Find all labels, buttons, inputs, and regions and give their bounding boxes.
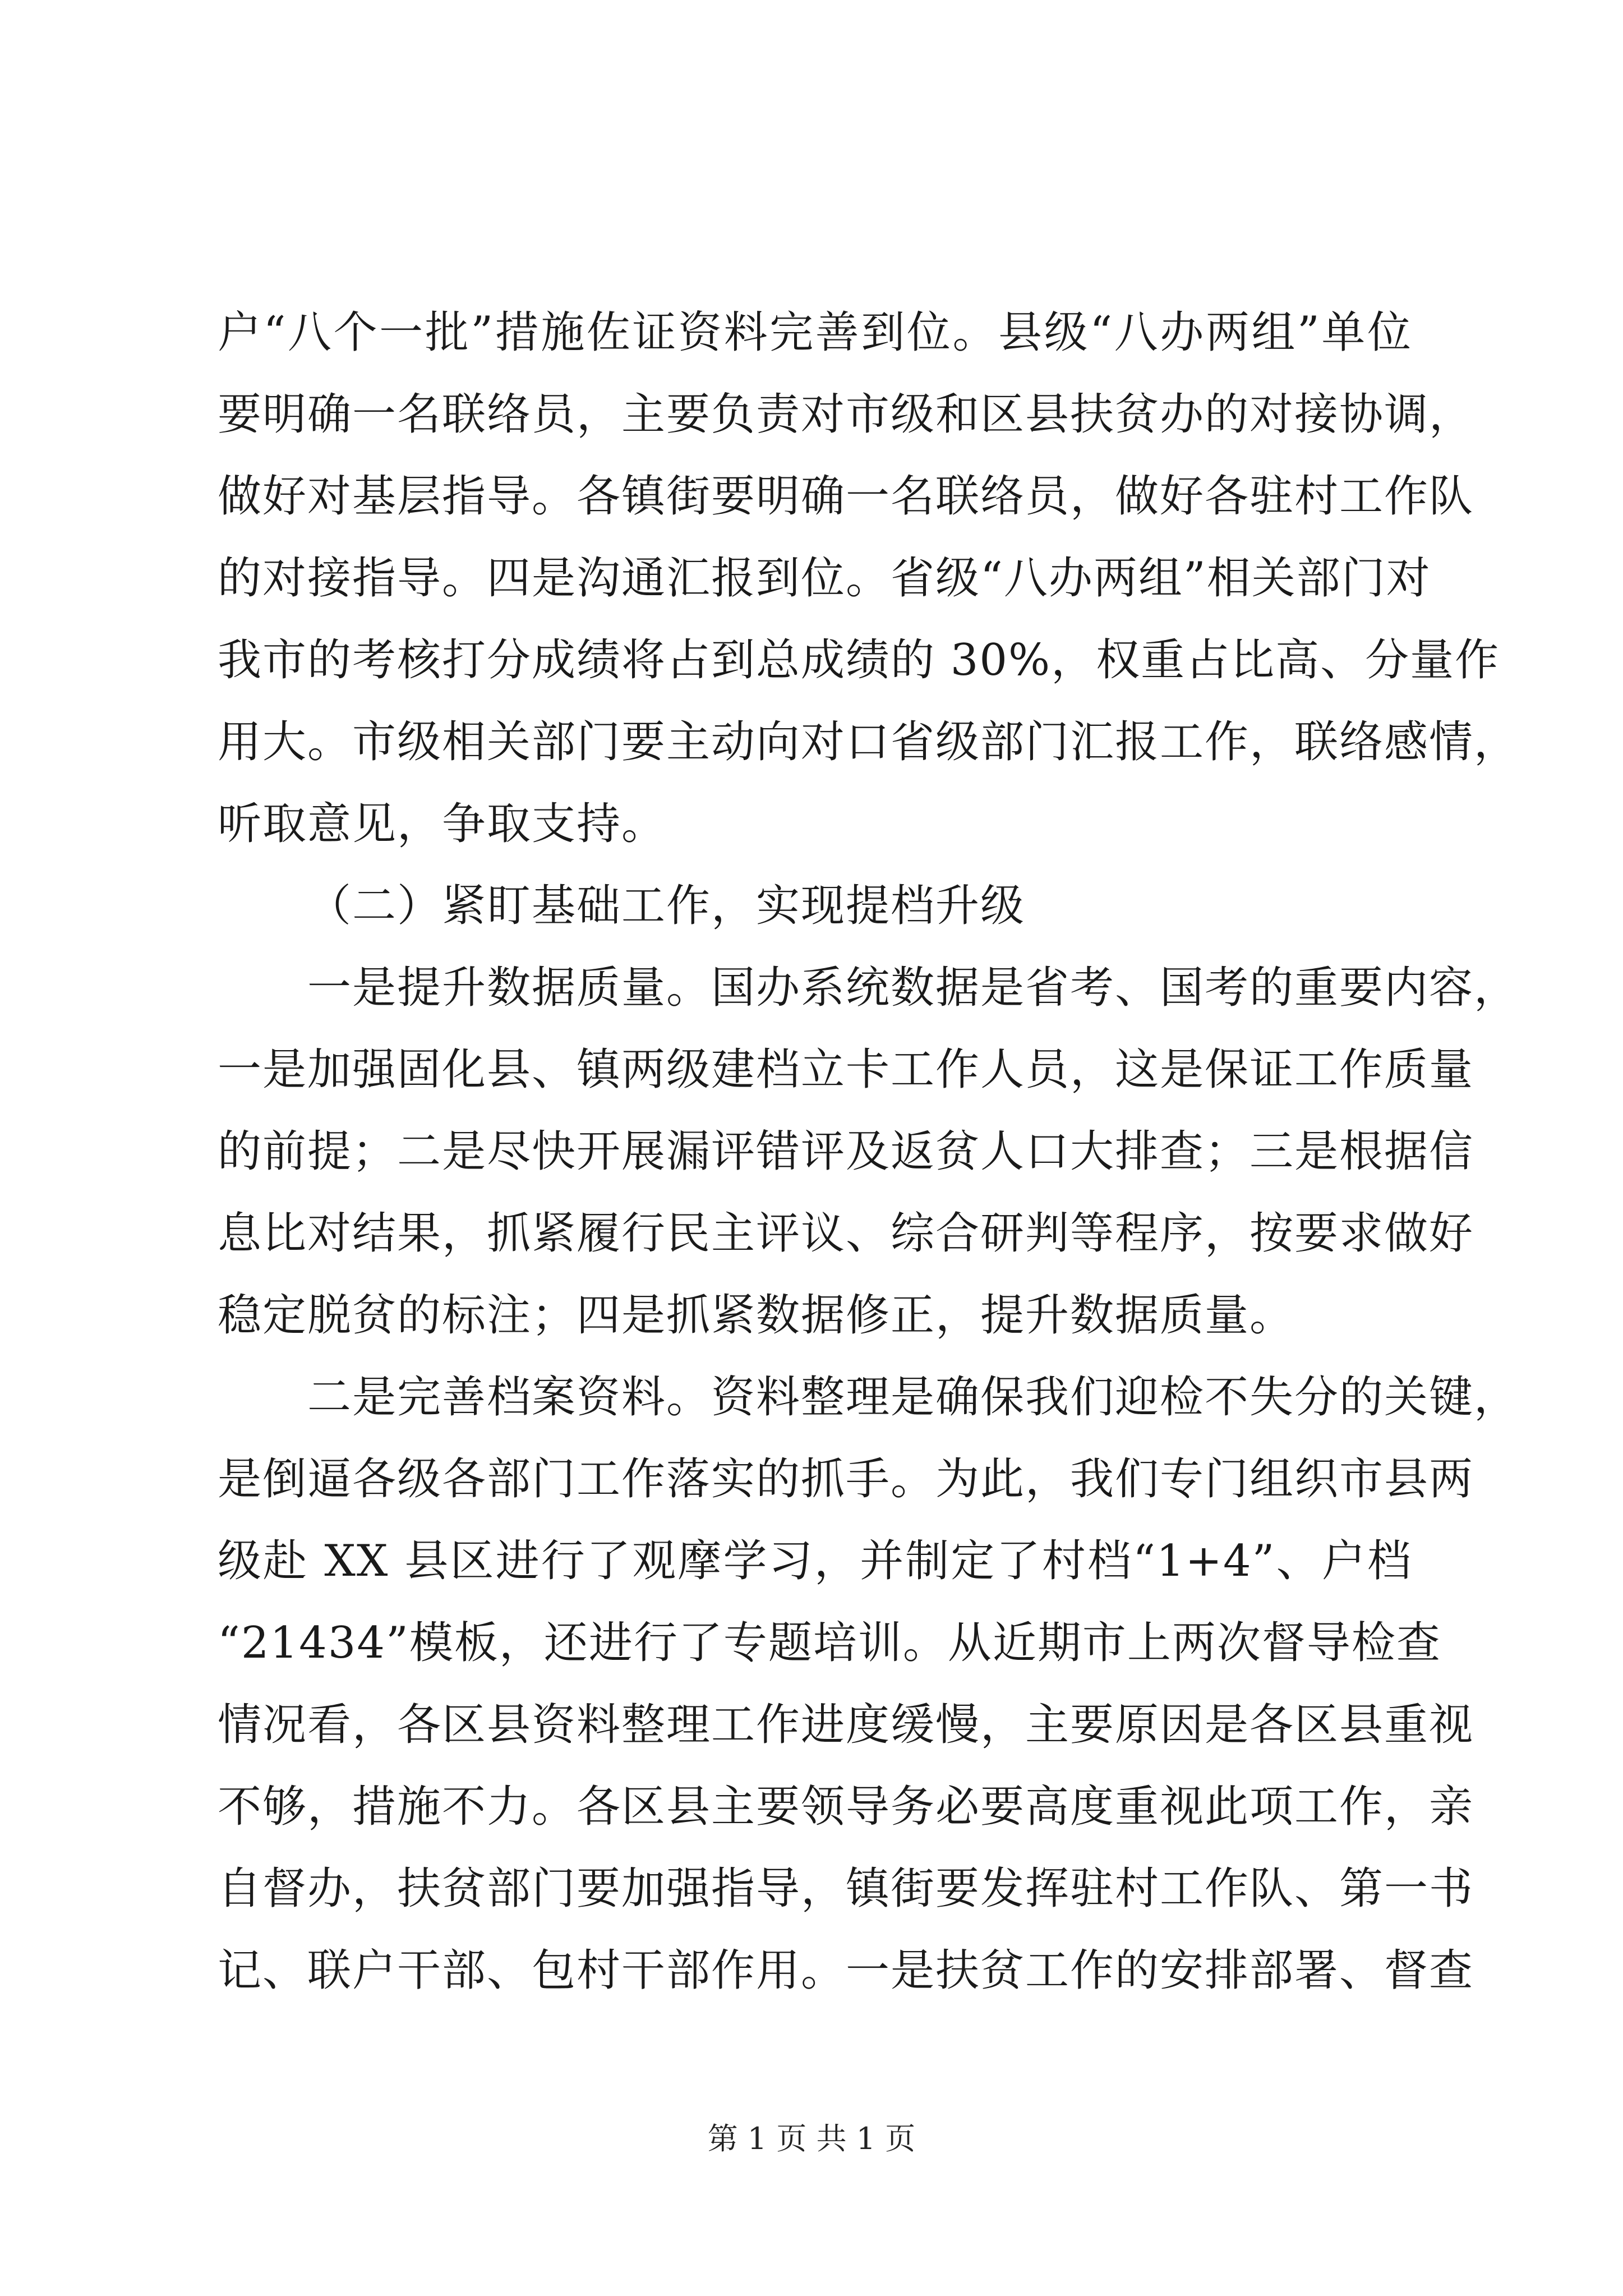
text-line: 用大。市级相关部门要主动向对口省级部门汇报工作，联络感情， [218,717,1519,767]
text-line: 户“八个一批”措施佐证资料完善到位。县级“八办两组”单位 [218,307,1412,358]
text-line: 稳定脱贫的标注；四是抓紧数据修正，提升数据质量。 [218,1290,1295,1341]
text-line: 一是提升数据质量。国办系统数据是省考、国考的重要内容， [307,963,1519,1013]
text-line: 听取意见，争取支持。 [218,799,667,849]
text-line: 不够，措施不力。各区县主要领导务必要高度重视此项工作，亲 [218,1782,1474,1832]
section-heading: （二）紧盯基础工作，实现提档升级 [307,881,1026,931]
paragraph-1 [218,292,1519,865]
document-body [218,292,1519,2012]
text-line: “21434”模板，还进行了专题培训。从近期市上两次督导检查 [218,1618,1441,1668]
text-line: 一是加强固化县、镇两级建档立卡工作人员，这是保证工作质量 [218,1045,1474,1095]
page-footer: 第 1 页 共 1 页 [707,2121,916,2156]
text-line: 记、联户干部、包村干部作用。一是扶贫工作的安排部署、督查 [218,1945,1474,1996]
text-line: 情况看，各区县资料整理工作进度缓慢，主要原因是各区县重视 [218,1700,1474,1750]
text-line: 的前提；二是尽快开展漏评错评及返贫人口大排查；三是根据信 [218,1126,1474,1177]
text-line: 的对接指导。四是沟通汇报到位。省级“八办两组”相关部门对 [218,553,1431,604]
text-line: 做好对基层指导。各镇街要明确一名联络员，做好各驻村工作队 [218,471,1474,522]
text-line: 二是完善档案资料。资料整理是确保我们迎检不失分的关键， [307,1372,1519,1423]
text-line: 息比对结果，抓紧履行民主评议、综合研判等程序，按要求做好 [218,1208,1474,1259]
text-line: 是倒逼各级各部门工作落实的抓手。为此，我们专门组织市县两 [218,1454,1474,1504]
text-line: 我市的考核打分成绩将占到总成绩的 30%，权重占比高、分量作 [218,635,1500,685]
text-line: 自督办，扶贫部门要加强指导，镇街要发挥驻村工作队、第一书 [218,1864,1474,1914]
paragraph-3 [218,1356,1519,2012]
paragraph-2 [218,947,1519,1356]
text-line: 要明确一名联络员，主要负责对市级和区县扶贫办的对接协调， [218,389,1474,440]
text-line: 级赴 XX 县区进行了观摩学习，并制定了村档“1+4”、户档 [218,1536,1412,1586]
